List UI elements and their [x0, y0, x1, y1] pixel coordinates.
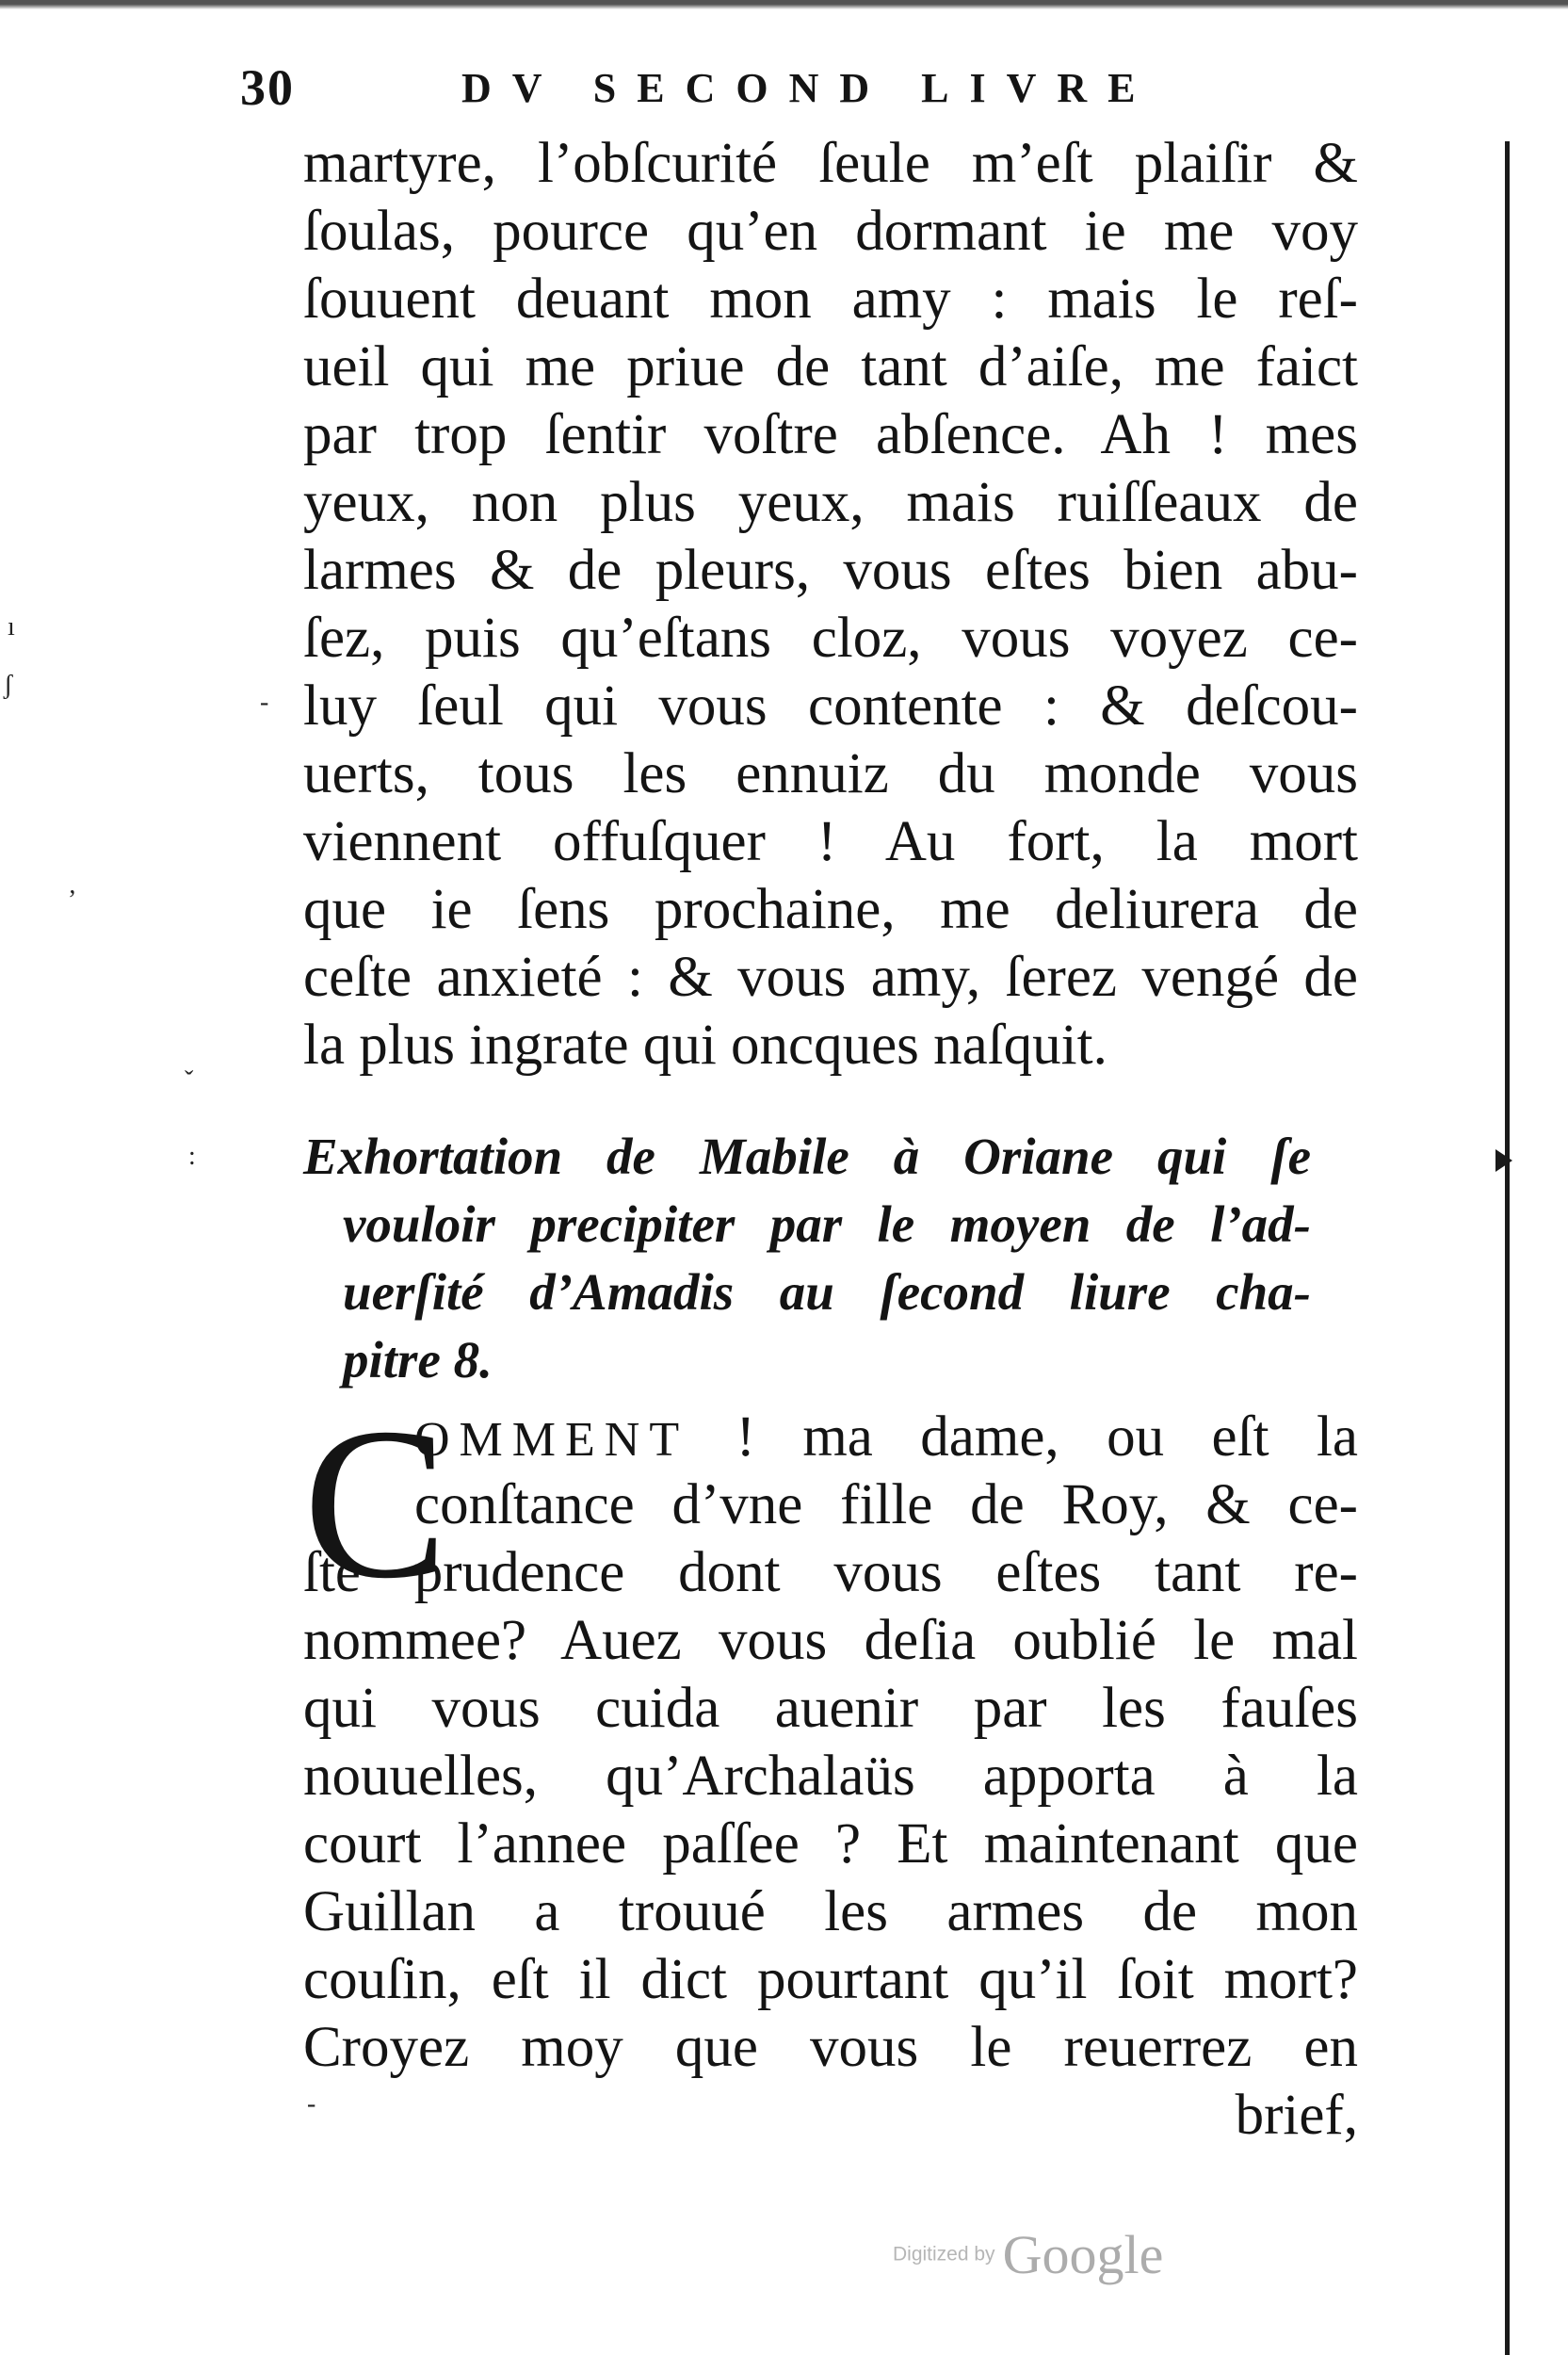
heading-line: pitre 8. — [343, 1331, 493, 1389]
text-line: ceſte anxieté : & vous amy, ſerez vengé de — [303, 946, 1358, 1009]
heading-line: Exhortation de Mabile à Oriane qui ſe — [303, 1128, 1311, 1185]
paragraph-continuation — [303, 130, 1358, 1080]
first-line-rest: ! ma dame, ou eſt la — [736, 1405, 1358, 1469]
margin-speck: : — [188, 1142, 196, 1171]
text-line: yeux, non plus yeux, mais ruiſſeaux de — [303, 471, 1358, 534]
text-line-first — [414, 1404, 1358, 1471]
digitized-prefix: Digitized by — [893, 2243, 995, 2266]
binding-notch-mark — [1495, 1149, 1512, 1172]
page-header — [240, 58, 1182, 124]
text-line: Guillan a trouué les armes de mon — [303, 1880, 1358, 1943]
margin-speck: - — [260, 688, 269, 717]
text-line: couſin, eſt il dict pourtant qu’il ſoit mort? — [303, 1948, 1358, 2011]
text-line: Croyez moy que vous le reuerrez en — [303, 2016, 1358, 2079]
catchword: brief, — [1235, 2084, 1358, 2147]
chapter-paragraph — [303, 1383, 1358, 2150]
heading-line: uerſité d’Amadis au ſecond liure cha- — [343, 1263, 1311, 1321]
digitized-watermark — [893, 2223, 1163, 2286]
text-line: nouuelles, qu’Archalaüs apporta à la — [303, 1745, 1358, 1808]
text-line: ueil qui me priue de tant d’aiſe, me faict — [303, 335, 1358, 398]
running-title: DV SECOND LIVRE — [461, 65, 1156, 111]
text-line: ſte prudence dont vous eſtes tant re- — [303, 1541, 1358, 1604]
text-line: nommee? Auez vous deſia oublié le mal — [303, 1609, 1358, 1672]
text-line: qui vous cuida auenir par les fauſes — [303, 1677, 1358, 1740]
text-line: luy ſeul qui vous contente : & deſcou- — [303, 674, 1358, 738]
scan-top-edge — [0, 0, 1568, 9]
first-word-smallcaps: OMMENT — [414, 1413, 689, 1467]
margin-speck: ˇ — [185, 1066, 194, 1096]
margin-speck: ı — [8, 612, 15, 642]
section-heading — [303, 1123, 1311, 1394]
binding-shadow — [1505, 141, 1510, 2355]
text-line: ſoulas, pource qu’en dormant ie me voy — [303, 200, 1358, 263]
page-number: 30 — [240, 59, 295, 116]
text-line: larmes & de pleurs, vous eſtes bien abu- — [303, 539, 1358, 602]
text-line: court l’annee paſſee ? Et maintenant que — [303, 1812, 1358, 1876]
text-line: viennent offuſquer ! Au fort, la mort — [303, 810, 1358, 873]
text-line: la plus ingrate qui oncques naſquit. — [303, 1014, 1107, 1077]
text-line: conſtance d’vne fille de Roy, & ce- — [414, 1473, 1358, 1536]
margin-speck: ʃ — [4, 671, 13, 700]
text-line: ſouuent deuant mon amy : mais le reſ- — [303, 268, 1358, 331]
drop-cap: C — [303, 1383, 448, 1623]
text-line: que ie ſens prochaine, me deliurera de — [303, 878, 1358, 941]
margin-speck: ʼ — [68, 885, 77, 915]
google-logo: Google — [1002, 2224, 1164, 2285]
text-line: ſez, puis qu’eſtans cloz, vous voyez ce- — [303, 607, 1358, 670]
margin-speck: - — [307, 2089, 316, 2119]
text-line: par trop ſentir voſtre abſence. Ah ! mes — [303, 403, 1358, 466]
text-line: uerts, tous les ennuiz du monde vous — [303, 742, 1358, 805]
heading-line: vouloir precipiter par le moyen de l’ad- — [343, 1195, 1311, 1253]
text-line: martyre, l’obſcurité ſeule m’eſt plaiſir & — [303, 132, 1358, 195]
